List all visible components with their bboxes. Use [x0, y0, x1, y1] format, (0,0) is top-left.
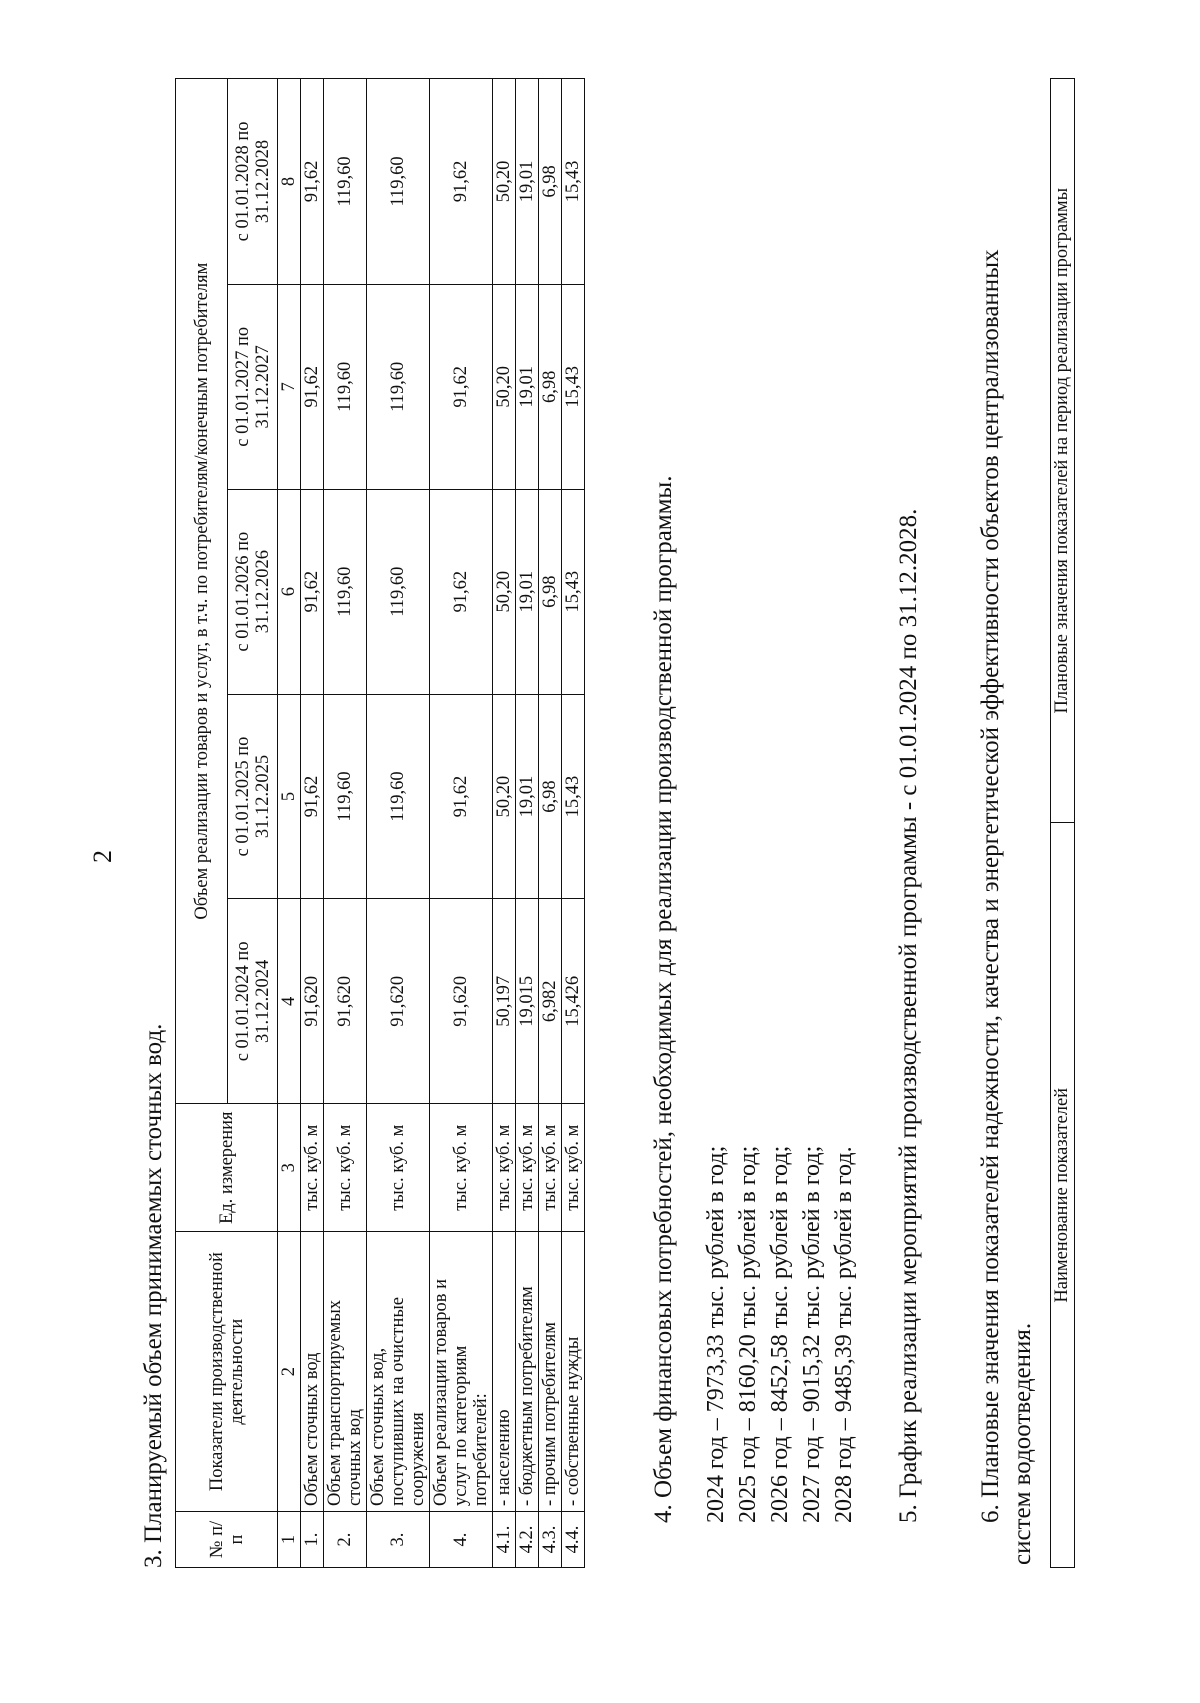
row-unit: тыс. куб. м: [430, 1104, 493, 1232]
wastewater-volume-table: [175, 78, 585, 1568]
list-item: [764, 1146, 796, 1523]
section-5-title: 5. График реализации мероприятий производственной программы - с 01.01.2024 по 31.12.2028.: [895, 508, 922, 1523]
header-period: с 01.01.2028 по 31.12.2028: [228, 79, 278, 285]
row-value: 50,20: [493, 489, 516, 694]
row-num: 4.4.: [562, 1512, 585, 1568]
row-value: 15,43: [562, 694, 585, 899]
table-row: [493, 79, 516, 1568]
header-indicator: Показатели производственной деятельности: [176, 1232, 278, 1512]
row-value: 15,43: [562, 489, 585, 694]
header-indicator-name: Наименование показателей: [1051, 823, 1075, 1568]
page-number: 2: [88, 850, 117, 863]
row-value: 6,982: [539, 899, 562, 1104]
row-unit: тыс. куб. м: [493, 1104, 516, 1232]
row-indicator: - собственные нужды: [562, 1232, 585, 1512]
header-unit: Ед. измерения: [176, 1104, 278, 1232]
row-indicator: Объем реализации товаров и услуг по категориям потребителей:: [430, 1232, 493, 1512]
row-value: 50,20: [493, 79, 516, 285]
row-unit: тыс. куб. м: [324, 1104, 367, 1232]
header-planned-values: Плановые значения показателей на период реализации программы: [1051, 79, 1075, 824]
row-value: 6,98: [539, 79, 562, 285]
row-value: 119,60: [324, 694, 367, 899]
row-indicator: - прочим потребителям: [539, 1232, 562, 1512]
row-value: 91,62: [301, 694, 324, 899]
row-value: 91,620: [430, 899, 493, 1104]
financial-year-line: 2024 год – 7973,33 тыс. рублей в год;: [703, 1145, 729, 1523]
row-value: 119,60: [367, 694, 430, 899]
section-4-title: 4. Объем финансовых потребностей, необходимых для реализации производственной программы.: [650, 475, 677, 1523]
row-unit: тыс. куб. м: [301, 1104, 324, 1232]
header-period: с 01.01.2025 по 31.12.2025: [228, 694, 278, 899]
row-value: 91,62: [430, 489, 493, 694]
row-value: 91,62: [430, 284, 493, 489]
row-unit: тыс. куб. м: [562, 1104, 585, 1232]
header-period: с 01.01.2024 по 31.12.2024: [228, 899, 278, 1104]
section-3-title: 3. Планируемый объем принимаемых сточных вод.: [140, 1023, 167, 1568]
row-num: 1.: [301, 1512, 324, 1568]
table-row: [324, 79, 367, 1568]
header-volume-group: Объем реализации товаров и услуг, в т.ч. по потребителям/конечным потребителям: [176, 79, 228, 1104]
row-unit: тыс. куб. м: [516, 1104, 539, 1232]
row-value: 91,62: [301, 284, 324, 489]
table-row: [516, 79, 539, 1568]
row-unit: тыс. куб. м: [367, 1104, 430, 1232]
table-row: [430, 79, 493, 1568]
row-indicator: - населению: [493, 1232, 516, 1512]
column-index: 5: [278, 694, 301, 899]
row-value: 19,01: [516, 79, 539, 285]
row-value: 19,01: [516, 284, 539, 489]
row-num: 2.: [324, 1512, 367, 1568]
row-value: 91,62: [430, 79, 493, 285]
header-period: с 01.01.2027 по 31.12.2027: [228, 284, 278, 489]
header-num: № п/п: [176, 1512, 278, 1568]
financial-year-line: 2028 год – 9485,39 тыс. рублей в год.: [831, 1146, 857, 1523]
row-value: 19,015: [516, 899, 539, 1104]
row-value: 15,43: [562, 284, 585, 489]
row-value: 91,62: [301, 489, 324, 694]
row-value: 15,43: [562, 79, 585, 285]
row-value: 119,60: [324, 489, 367, 694]
table-row: [539, 79, 562, 1568]
row-value: 119,60: [367, 284, 430, 489]
list-item: [700, 1146, 732, 1523]
row-unit: тыс. куб. м: [539, 1104, 562, 1232]
row-indicator: Объем транспортируемых сточных вод: [324, 1232, 367, 1512]
row-indicator: Объем сточных вод: [301, 1232, 324, 1512]
row-num: 3.: [367, 1512, 430, 1568]
column-index: 4: [278, 899, 301, 1104]
row-value: 119,60: [324, 284, 367, 489]
list-item: [828, 1146, 860, 1523]
row-value: 91,62: [430, 694, 493, 899]
column-index: 3: [278, 1104, 301, 1232]
financial-year-line: 2026 год – 8452,58 тыс. рублей в год;: [767, 1145, 793, 1523]
row-num: 4.: [430, 1512, 493, 1568]
row-indicator: Объем сточных вод, поступивших на очистные сооружения: [367, 1232, 430, 1512]
row-indicator: - бюджетным потребителям: [516, 1232, 539, 1512]
row-value: 50,197: [493, 899, 516, 1104]
column-index: 6: [278, 489, 301, 694]
row-value: 6,98: [539, 489, 562, 694]
reliability-indicators-table: [1050, 78, 1075, 1568]
section-6-title-line1: 6. Плановые значения показателей надежности, качества и энергетической эффективности объектов централизованных: [977, 249, 1004, 1523]
row-value: 119,60: [324, 79, 367, 285]
row-value: 19,01: [516, 489, 539, 694]
column-index: 1: [278, 1512, 301, 1568]
section-6-title: [975, 113, 1039, 1565]
row-value: 91,620: [367, 899, 430, 1104]
row-num: 4.2.: [516, 1512, 539, 1568]
row-value: 91,620: [301, 899, 324, 1104]
column-index: 2: [278, 1232, 301, 1512]
row-value: 91,62: [301, 79, 324, 285]
row-value: 119,60: [367, 489, 430, 694]
row-num: 4.3.: [539, 1512, 562, 1568]
row-value: 6,98: [539, 694, 562, 899]
list-item: [796, 1146, 828, 1523]
row-value: 15,426: [562, 899, 585, 1104]
table-row: [367, 79, 430, 1568]
column-index-row: [278, 79, 301, 1568]
list-item: [732, 1146, 764, 1523]
table-row: [301, 79, 324, 1568]
row-value: 50,20: [493, 694, 516, 899]
financial-year-line: 2025 год – 8160,20 тыс. рублей в год;: [735, 1145, 761, 1523]
row-value: 19,01: [516, 694, 539, 899]
financial-needs-list: [700, 1146, 860, 1523]
section-6-title-line2: систем водоотведения.: [1009, 1322, 1036, 1565]
row-value: 50,20: [493, 284, 516, 489]
column-index: 7: [278, 284, 301, 489]
column-index: 8: [278, 79, 301, 285]
row-value: 119,60: [367, 79, 430, 285]
table-row: [562, 79, 585, 1568]
financial-year-line: 2027 год – 9015,32 тыс. рублей в год;: [799, 1145, 825, 1523]
header-period: с 01.01.2026 по 31.12.2026: [228, 489, 278, 694]
row-num: 4.1.: [493, 1512, 516, 1568]
row-value: 91,620: [324, 899, 367, 1104]
row-value: 6,98: [539, 284, 562, 489]
